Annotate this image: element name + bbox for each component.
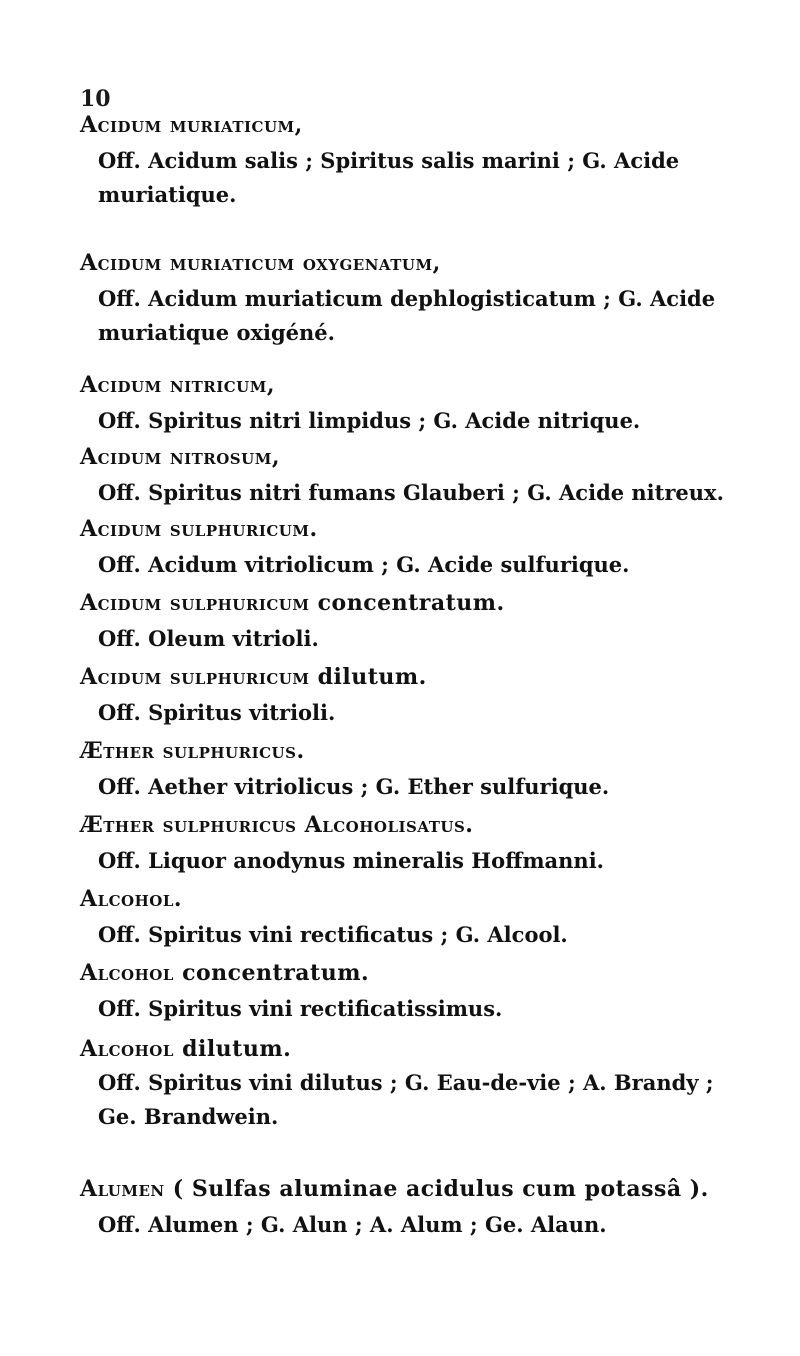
entry-synonyms: Off. Spiritus vini dilutus ; G. Eau-de-vie ; A. Brandy ; Ge. Brandwein.	[98, 1070, 714, 1129]
entry-heading: Alcohol.	[80, 886, 183, 912]
entry-synonyms: Off. Spiritus vini rectificatissimus.	[98, 996, 503, 1021]
entry-synonyms: Off. Oleum vitrioli.	[98, 626, 319, 651]
entry-heading: Alcohol concentratum.	[80, 960, 370, 986]
entry-heading: Acidum sulphuricum concentratum.	[80, 590, 505, 616]
entry-heading: Acidum sulphuricum dilutum.	[80, 664, 427, 690]
entry-synonyms: Off. Aether vitriolicus ; G. Ether sulfurique.	[98, 774, 610, 799]
entry-heading: Acidum sulphuricum.	[80, 516, 318, 542]
entry-heading: Acidum muriaticum oxygenatum,	[80, 250, 441, 276]
entry-synonyms: Off. Liquor anodynus mineralis Hoffmanni.	[98, 848, 604, 873]
entry-synonyms: Off. Acidum salis ; Spiritus salis marini ; G. Acide muriatique.	[98, 148, 680, 207]
entry-heading: Acidum nitricum,	[80, 372, 276, 398]
entry-synonyms: Off. Spiritus vitrioli.	[98, 700, 336, 725]
entry-heading: Æther sulphuricus.	[80, 738, 305, 764]
entry-synonyms: Off. Acidum muriaticum dephlogisticatum ; G. Acide muriatique oxigéné.	[98, 286, 716, 345]
entry-synonyms: Off. Acidum vitriolicum ; G. Acide sulfurique.	[98, 552, 630, 577]
entry-heading: Alcohol dilutum.	[80, 1036, 292, 1062]
entry-heading: Acidum muriaticum,	[80, 112, 303, 138]
entry-synonyms: Off. Spiritus vini rectificatus ; G. Alcool.	[98, 922, 568, 947]
entry-synonyms: Off. Alumen ; G. Alun ; A. Alum ; Ge. Alaun.	[98, 1212, 607, 1237]
page-number: 10	[80, 86, 111, 112]
entry-heading: Acidum nitrosum,	[80, 444, 280, 470]
entry-heading: Æther sulphuricus Alcoholisatus.	[80, 812, 474, 838]
entry-synonyms: Off. Spiritus nitri fumans Glauberi ; G. Acide nitreux.	[98, 480, 724, 505]
entry-heading: Alumen ( Sulfas aluminae acidulus cum potassâ ).	[80, 1176, 709, 1202]
entry-synonyms: Off. Spiritus nitri limpidus ; G. Acide nitrique.	[98, 408, 641, 433]
